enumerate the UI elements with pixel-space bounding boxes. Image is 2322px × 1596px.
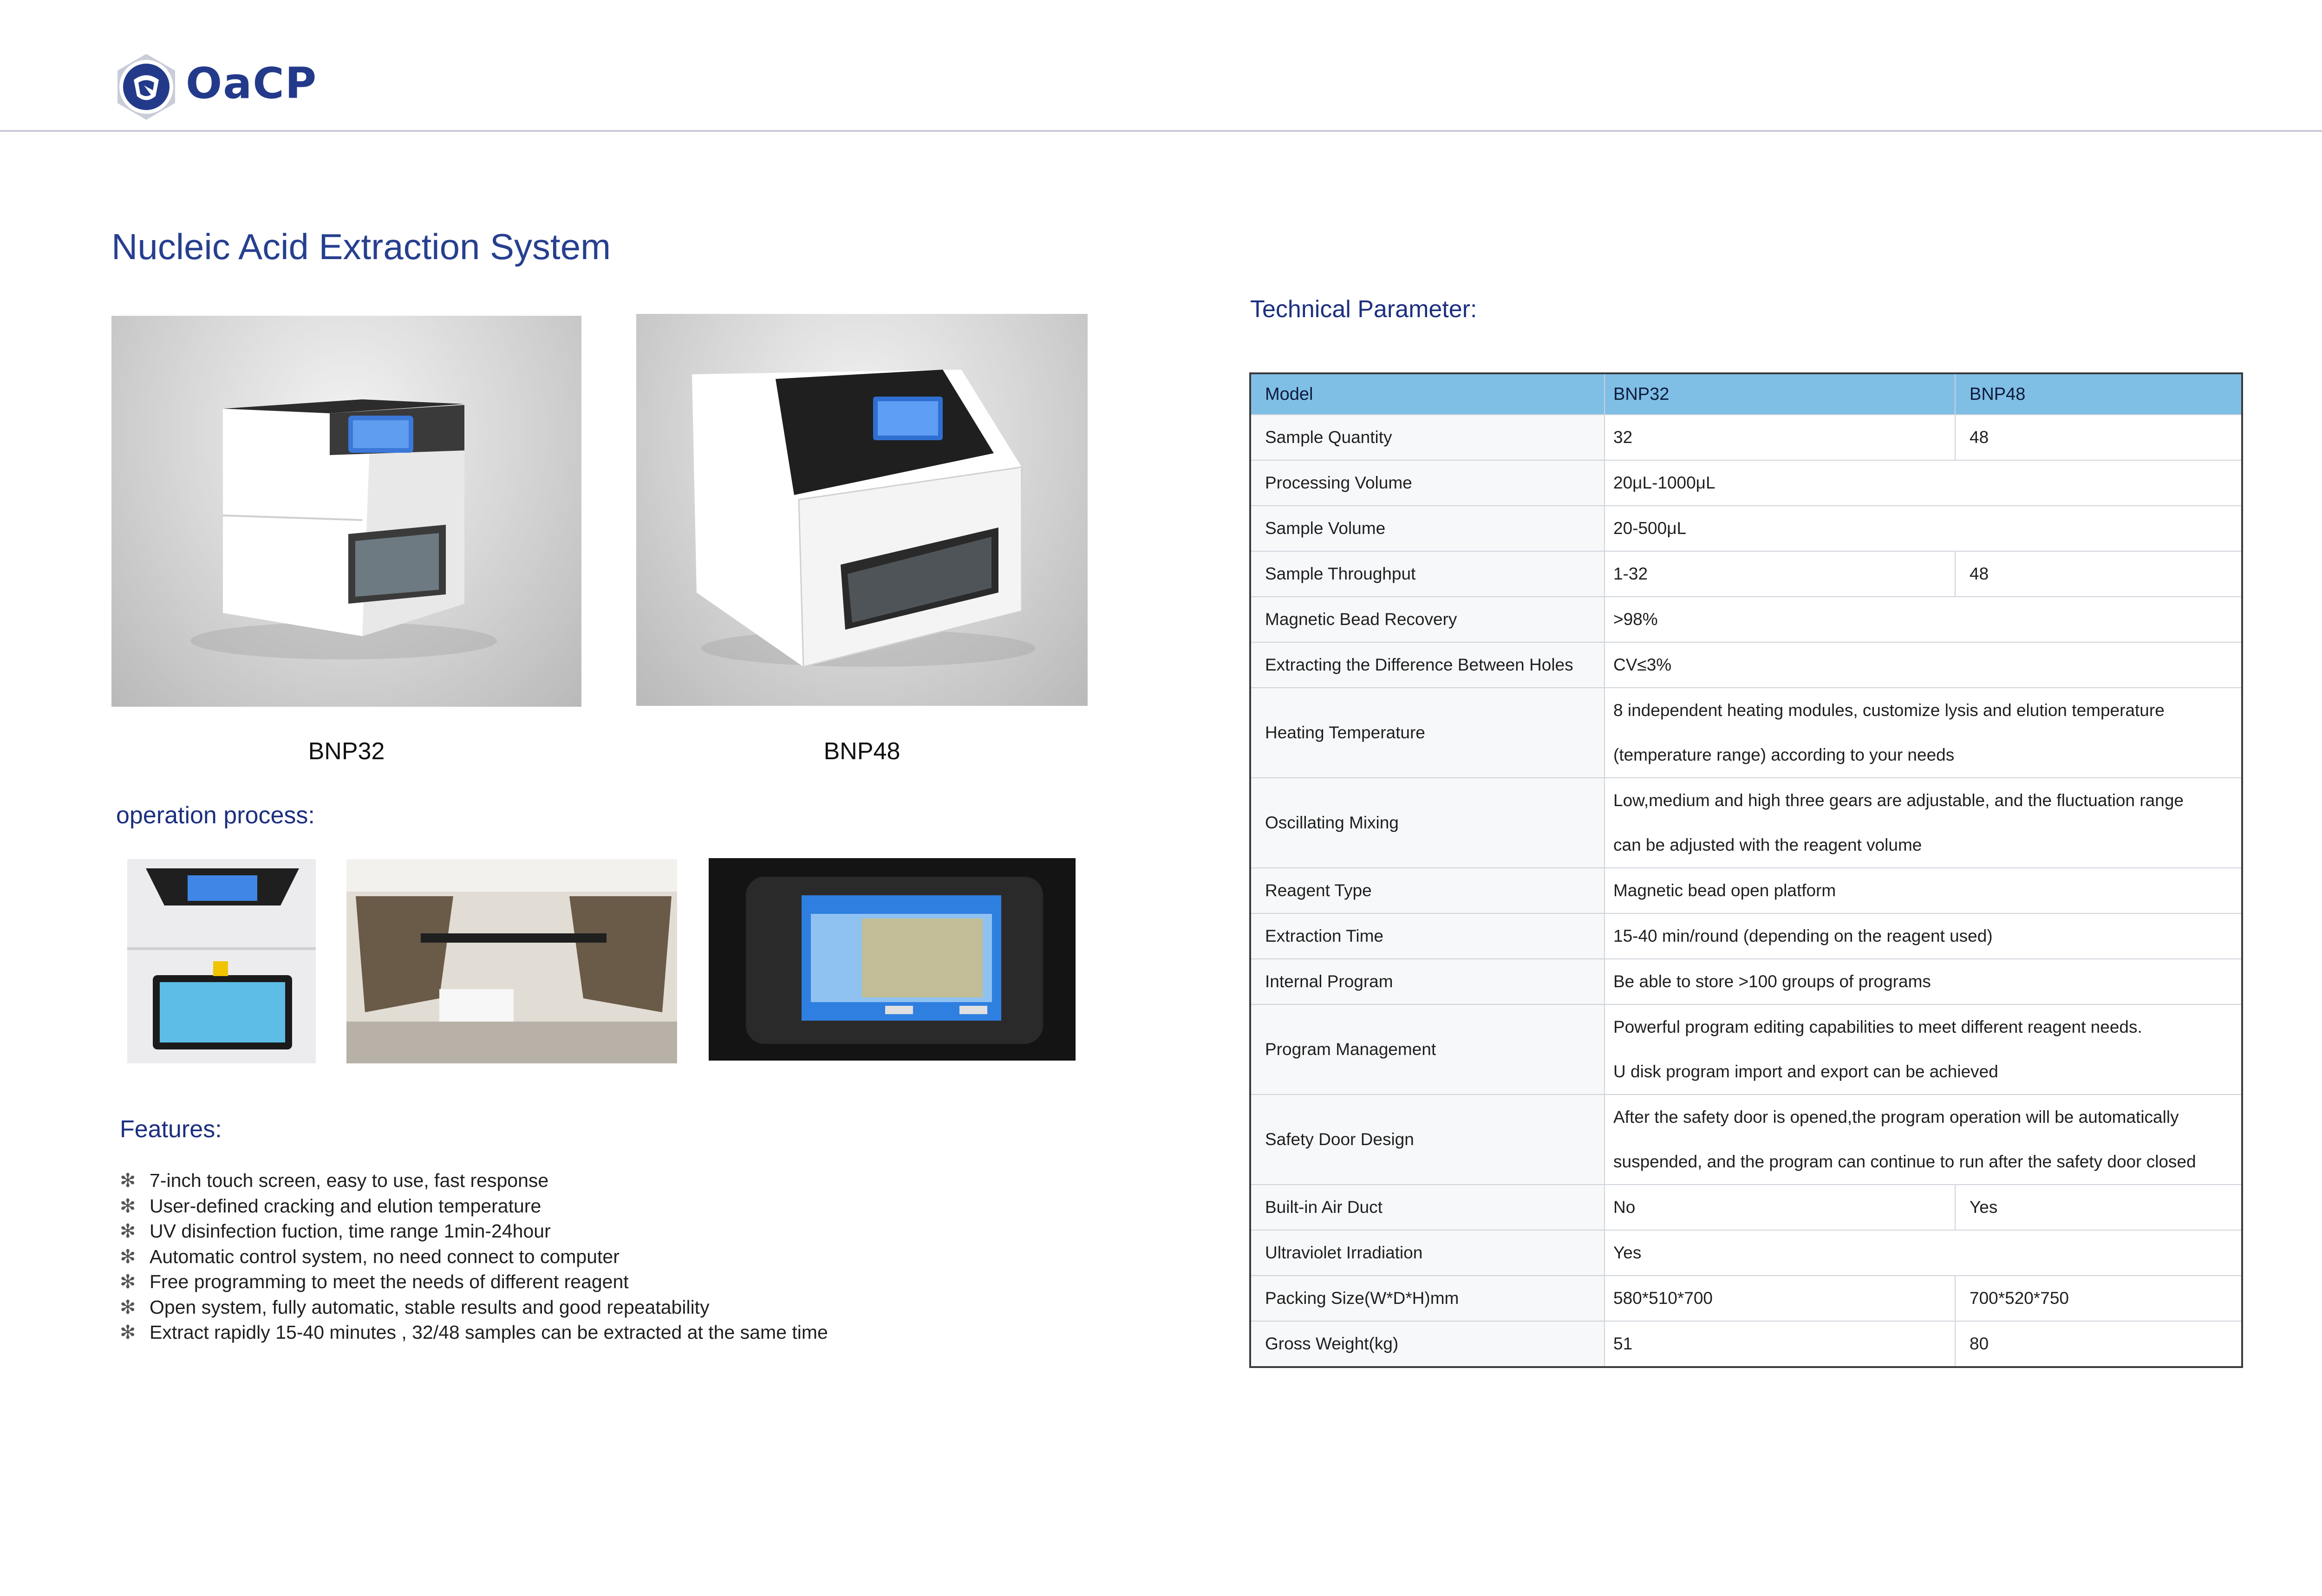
header-divider: [0, 130, 2322, 132]
param-cell: Built-in Air Duct: [1250, 1185, 1605, 1230]
table-header-row: [1250, 373, 2242, 415]
features-list: [120, 1168, 828, 1345]
table-row: [1250, 1185, 2242, 1230]
extractor-bnp32-image: [111, 316, 581, 707]
feature-item: ✻ Extract rapidly 15-40 minutes , 32/48 samples can be extracted at the same time: [120, 1320, 828, 1345]
table-row: [1250, 415, 2242, 460]
value-cell: Yes: [1605, 1230, 2242, 1276]
value-cell: Magnetic bead open platform: [1605, 868, 2242, 913]
table-row: [1250, 551, 2242, 597]
value-cell: After the safety door is opened,the program operation will be automatically suspended, and the program can continue to run after the safety door closed: [1605, 1094, 2242, 1185]
value-cell: 20μL-1000μL: [1605, 460, 2242, 506]
table-row: [1250, 460, 2242, 506]
param-cell: Sample Quantity: [1250, 415, 1605, 460]
table-row: [1250, 1230, 2242, 1276]
brand-name: OaCP: [186, 59, 318, 108]
table-row: [1250, 1094, 2242, 1185]
param-cell: Heating Temperature: [1250, 688, 1605, 778]
value-cell: Be able to store >100 groups of programs: [1605, 959, 2242, 1004]
asterisk-bullet-icon: ✻: [120, 1170, 136, 1191]
asterisk-bullet-icon: ✻: [120, 1322, 136, 1343]
param-cell: Safety Door Design: [1250, 1094, 1605, 1185]
value-cell-bnp48: 700*520*750: [1955, 1276, 2242, 1321]
process-photo-1: [127, 859, 316, 1063]
oacp-logo-icon: [111, 52, 181, 122]
param-cell: Internal Program: [1250, 959, 1605, 1004]
table-row: [1250, 597, 2242, 642]
brand-logo: [111, 52, 181, 122]
param-cell: Sample Volume: [1250, 506, 1605, 551]
param-cell: Sample Throughput: [1250, 551, 1605, 597]
value-cell-bnp48: 48: [1955, 551, 2242, 597]
table-row: [1250, 959, 2242, 1004]
table-row: [1250, 1004, 2242, 1094]
technical-parameter-title: Technical Parameter:: [1250, 296, 1477, 323]
feature-item: ✻ Free programming to meet the needs of different reagent: [120, 1269, 828, 1295]
feature-item: ✻ Automatic control system, no need connect to computer: [120, 1244, 828, 1270]
product-caption-bnp32: BNP32: [308, 738, 385, 765]
asterisk-bullet-icon: ✻: [120, 1245, 136, 1267]
value-cell-bnp32: 580*510*700: [1605, 1276, 1955, 1321]
process-photo-2: [346, 859, 677, 1063]
product-caption-bnp48: BNP48: [823, 738, 900, 765]
product-photo-bnp32: [111, 316, 581, 707]
param-cell: Extraction Time: [1250, 913, 1605, 959]
page-title: Nucleic Acid Extraction System: [111, 226, 611, 267]
value-cell: 15-40 min/round (depending on the reagent used): [1605, 913, 2242, 959]
features-title: Features:: [120, 1116, 222, 1143]
param-cell: Packing Size(W*D*H)mm: [1250, 1276, 1605, 1321]
feature-item: ✻ UV disinfection fuction, time range 1min-24hour: [120, 1218, 828, 1244]
instrument-interior-image: [346, 859, 677, 1063]
asterisk-bullet-icon: ✻: [120, 1195, 136, 1217]
feature-item: ✻ User-defined cracking and elution temperature: [120, 1193, 828, 1219]
value-cell-bnp48: 48: [1955, 415, 2242, 460]
touch-screen-image: [709, 858, 1076, 1061]
asterisk-bullet-icon: ✻: [120, 1296, 136, 1318]
value-cell-bnp32: 51: [1605, 1321, 1955, 1367]
spec-table: [1249, 372, 2243, 1368]
value-cell: Low,medium and high three gears are adjustable, and the fluctuation range can be adjusted with the reagent volume: [1605, 778, 2242, 868]
instrument-front-image: [127, 859, 316, 1063]
value-cell: 8 independent heating modules, customize lysis and elution temperature (temperature range) according to your needs: [1605, 688, 2242, 778]
extractor-bnp48-image: [636, 314, 1088, 706]
param-cell: Processing Volume: [1250, 460, 1605, 506]
table-row: [1250, 913, 2242, 959]
header-cell-bnp32: BNP32: [1605, 373, 1955, 415]
param-cell: Oscillating Mixing: [1250, 778, 1605, 868]
header-cell-model: Model: [1250, 373, 1605, 415]
table-row: [1250, 1321, 2242, 1367]
value-cell-bnp48: 80: [1955, 1321, 2242, 1367]
table-row: [1250, 642, 2242, 688]
product-photo-bnp48: [636, 314, 1088, 706]
param-cell: Magnetic Bead Recovery: [1250, 597, 1605, 642]
param-cell: Extracting the Difference Between Holes: [1250, 642, 1605, 688]
process-photo-3: [709, 858, 1076, 1061]
header-cell-bnp48: BNP48: [1955, 373, 2242, 415]
value-cell: Powerful program editing capabilities to meet different reagent needs. U disk program import and export can be achieved: [1605, 1004, 2242, 1094]
value-cell-bnp48: Yes: [1955, 1185, 2242, 1230]
param-cell: Gross Weight(kg): [1250, 1321, 1605, 1367]
asterisk-bullet-icon: ✻: [120, 1271, 136, 1292]
feature-item: ✻ 7-inch touch screen, easy to use, fast response: [120, 1168, 828, 1193]
param-cell: Program Management: [1250, 1004, 1605, 1094]
value-cell-bnp32: 1-32: [1605, 551, 1955, 597]
value-cell-bnp32: 32: [1605, 415, 1955, 460]
value-cell-bnp32: No: [1605, 1185, 1955, 1230]
table-row: [1250, 868, 2242, 913]
operation-process-title: operation process:: [116, 802, 315, 829]
table-row: [1250, 506, 2242, 551]
table-row: [1250, 778, 2242, 868]
param-cell: Reagent Type: [1250, 868, 1605, 913]
feature-item: ✻ Open system, fully automatic, stable results and good repeatability: [120, 1295, 828, 1320]
value-cell: CV≤3%: [1605, 642, 2242, 688]
value-cell: >98%: [1605, 597, 2242, 642]
asterisk-bullet-icon: ✻: [120, 1220, 136, 1242]
table-row: [1250, 1276, 2242, 1321]
table-row: [1250, 688, 2242, 778]
value-cell: 20-500μL: [1605, 506, 2242, 551]
param-cell: Ultraviolet Irradiation: [1250, 1230, 1605, 1276]
